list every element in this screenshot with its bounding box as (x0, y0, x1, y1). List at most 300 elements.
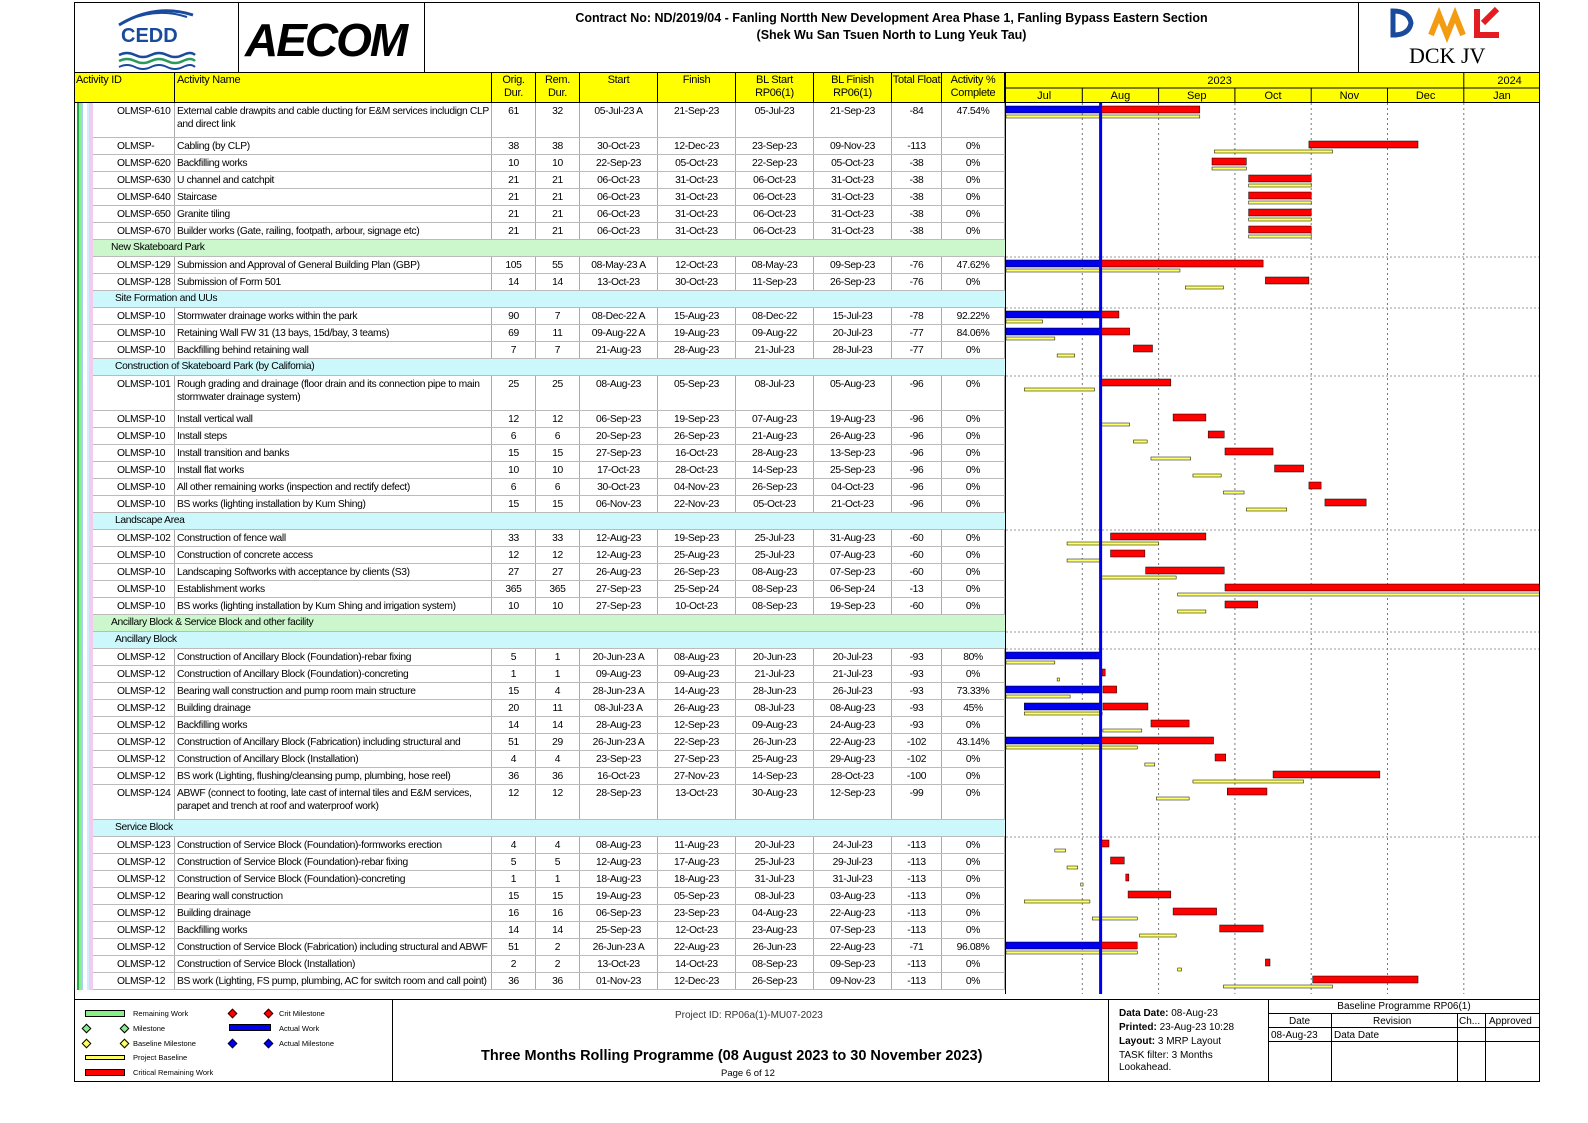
activity-row[interactable] (75, 888, 1005, 905)
activity-row[interactable] (75, 734, 1005, 751)
finish-cell: 19-Sep-23 (658, 530, 736, 546)
finish-cell: 04-Nov-23 (658, 479, 736, 495)
group-header-row[interactable] (75, 513, 1005, 530)
activity-row[interactable] (75, 189, 1005, 206)
start-cell: 08-Dec-22 A (580, 308, 658, 324)
baseline-bar (1156, 797, 1189, 800)
col-rem-dur[interactable]: Rem. Dur. (536, 73, 580, 103)
finish-cell: 26-Sep-23 (658, 428, 736, 444)
pct-complete-cell: 0% (942, 547, 1005, 563)
activity-row[interactable] (75, 956, 1005, 973)
orig-dur-cell: 10 (492, 155, 536, 171)
pct-complete-cell: 0% (942, 342, 1005, 358)
bl-finish-cell: 09-Sep-23 (814, 257, 892, 273)
activity-row[interactable] (75, 785, 1005, 820)
baseline-bar (1101, 576, 1177, 579)
finish-cell: 05-Sep-23 (658, 376, 736, 410)
baseline-bar (1140, 934, 1177, 937)
critical-work-bar (1227, 788, 1267, 795)
orig-dur-cell: 15 (492, 888, 536, 904)
bl-finish-cell: 29-Jul-23 (814, 854, 892, 870)
orig-dur-cell: 27 (492, 564, 536, 580)
start-cell: 27-Sep-23 (580, 445, 658, 461)
finish-cell: 16-Oct-23 (658, 445, 736, 461)
rem-dur-cell: 14 (536, 922, 580, 938)
activity-row[interactable] (75, 206, 1005, 223)
dck-emblem-icon (1359, 3, 1539, 43)
orig-dur-cell: 21 (492, 206, 536, 222)
finish-cell: 19-Aug-23 (658, 325, 736, 341)
bl-finish-cell: 22-Aug-23 (814, 905, 892, 921)
group-title: Site Formation and UUs (115, 293, 218, 304)
month-label: Aug (1110, 90, 1131, 102)
critical-work-bar (1173, 414, 1206, 421)
remaining-work-swatch (85, 1010, 125, 1017)
programme-info (393, 1000, 1109, 1082)
orig-dur-cell: 38 (492, 138, 536, 154)
rem-dur-cell: 32 (536, 103, 580, 137)
start-cell: 26-Jun-23 A (580, 939, 658, 955)
rem-dur-cell: 12 (536, 411, 580, 427)
contract-title-line1: Contract No: ND/2019/04 - Fanling Nortth New Development Area Phase 1, Fanling Bypass Eastern Section (575, 11, 1208, 25)
programme-title: Three Months Rolling Programme (08 August 2023 to 30 November 2023) (481, 1048, 983, 1064)
orig-dur-cell: 6 (492, 428, 536, 444)
start-cell: 30-Oct-23 (580, 138, 658, 154)
activity-row[interactable] (75, 342, 1005, 359)
bl-start-cell: 08-Aug-23 (736, 564, 814, 580)
start-cell: 09-Aug-23 (580, 666, 658, 682)
critical-work-bar (1101, 311, 1119, 318)
total-float-cell: -113 (892, 854, 942, 870)
activity-row[interactable] (75, 376, 1005, 411)
activity-id-cell: OLMSP-124 (93, 785, 175, 819)
baseline-bar (1246, 508, 1286, 511)
bl-finish-cell: 07-Sep-23 (814, 564, 892, 580)
critical-work-bar (1313, 976, 1418, 983)
activity-row[interactable] (75, 649, 1005, 666)
group-title: Construction of Skateboard Park (by California) (115, 361, 315, 372)
legend-critical-remaining-work: Critical Remaining Work (133, 1068, 214, 1077)
group-header-row[interactable] (75, 240, 1005, 257)
pct-complete-cell: 0% (942, 428, 1005, 444)
orig-dur-cell: 4 (492, 837, 536, 853)
group-header-row[interactable] (75, 632, 1005, 649)
start-cell: 26-Aug-23 (580, 564, 658, 580)
bl-finish-cell: 06-Sep-24 (814, 581, 892, 597)
bl-finish-cell: 21-Sep-23 (814, 103, 892, 137)
baseline-bar (1067, 542, 1159, 545)
activity-row[interactable] (75, 223, 1005, 240)
start-cell: 18-Aug-23 (580, 871, 658, 887)
activity-name-cell: Retaining Wall FW 31 (13 bays, 15d/bay, 3 teams) (175, 325, 492, 341)
finish-cell: 22-Aug-23 (658, 939, 736, 955)
orig-dur-cell: 10 (492, 462, 536, 478)
baseline-bar (1024, 900, 1090, 903)
rem-dur-cell: 7 (536, 308, 580, 324)
activity-row[interactable] (75, 547, 1005, 564)
activity-name-cell: Bearing wall construction (175, 888, 492, 904)
activity-row[interactable] (75, 103, 1005, 138)
total-float-cell: -113 (892, 871, 942, 887)
activity-id-cell: OLMSP-610 (93, 103, 175, 137)
activity-name-cell: Builder works (Gate, railing, footpath, arbour, signage etc) (175, 223, 492, 239)
start-cell: 19-Aug-23 (580, 888, 658, 904)
col-activity-id[interactable]: Activity ID (75, 73, 175, 103)
orig-dur-cell: 36 (492, 973, 536, 989)
finish-cell: 27-Nov-23 (658, 768, 736, 784)
bl-finish-cell: 21-Jul-23 (814, 666, 892, 682)
bl-finish-cell: 03-Aug-23 (814, 888, 892, 904)
activity-row[interactable] (75, 683, 1005, 700)
legend-milestone: Milestone (133, 1024, 166, 1033)
col-bl-finish[interactable]: BL Finish RP06(1) (814, 73, 892, 103)
bl-start-cell: 08-Jul-23 (736, 700, 814, 716)
bl-start-cell: 26-Sep-23 (736, 479, 814, 495)
activity-row[interactable] (75, 479, 1005, 496)
rem-dur-cell: 1 (536, 649, 580, 665)
activity-id-cell: OLMSP-12 (93, 666, 175, 682)
bl-start-cell: 28-Jun-23 (736, 683, 814, 699)
activity-row[interactable] (75, 922, 1005, 939)
activity-row[interactable] (75, 581, 1005, 598)
critical-work-bar (1126, 874, 1129, 881)
start-cell: 05-Jul-23 A (580, 103, 658, 137)
bl-start-cell: 08-Jul-23 (736, 376, 814, 410)
activity-row[interactable] (75, 172, 1005, 189)
activity-name-cell: Establishment works (175, 581, 492, 597)
orig-dur-cell: 10 (492, 598, 536, 614)
month-label: Jul (1037, 90, 1052, 102)
activity-id-cell: OLMSP-650 (93, 206, 175, 222)
baseline-bar (1249, 235, 1312, 238)
total-float-cell: -38 (892, 189, 942, 205)
pct-complete-cell: 84.06% (942, 325, 1005, 341)
baseline-bar (1178, 968, 1182, 971)
activity-row[interactable] (75, 155, 1005, 172)
rem-dur-cell: 14 (536, 717, 580, 733)
pct-complete-cell: 0% (942, 751, 1005, 767)
start-cell: 26-Jun-23 A (580, 734, 658, 750)
activity-row[interactable] (75, 496, 1005, 513)
print-info (1109, 1000, 1269, 1082)
critical-work-bar (1102, 669, 1105, 676)
bl-finish-cell: 24-Jul-23 (814, 837, 892, 853)
activity-id-cell: OLMSP-12 (93, 905, 175, 921)
critical-work-bar (1151, 720, 1189, 727)
actual-work-bar (1006, 942, 1101, 949)
group-title: Landscape Area (115, 515, 185, 526)
activity-id-cell: OLMSP-10 (93, 547, 175, 563)
bl-finish-cell: 24-Aug-23 (814, 717, 892, 733)
activity-row[interactable] (75, 854, 1005, 871)
activity-row[interactable] (75, 666, 1005, 683)
rem-dur-cell: 6 (536, 479, 580, 495)
activity-row[interactable] (75, 598, 1005, 615)
critical-work-bar (1265, 959, 1270, 966)
activity-row[interactable] (75, 871, 1005, 888)
page-frame (74, 2, 1540, 1082)
group-title: Service Block (115, 822, 173, 833)
orig-dur-cell: 36 (492, 768, 536, 784)
bl-start-cell: 20-Jul-23 (736, 837, 814, 853)
activity-row[interactable] (75, 428, 1005, 445)
bl-finish-cell: 28-Jul-23 (814, 342, 892, 358)
finish-cell: 09-Aug-23 (658, 666, 736, 682)
orig-dur-cell: 2 (492, 956, 536, 972)
actual-work-bar (1006, 686, 1101, 693)
activity-row[interactable] (75, 717, 1005, 734)
finish-cell: 30-Oct-23 (658, 274, 736, 290)
month-label: Jan (1493, 90, 1511, 102)
pct-complete-cell: 0% (942, 785, 1005, 819)
group-header-row[interactable] (75, 359, 1005, 376)
group-header-row[interactable] (75, 615, 1005, 632)
bl-finish-cell: 12-Sep-23 (814, 785, 892, 819)
pct-complete-cell: 47.62% (942, 257, 1005, 273)
rem-dur-cell: 10 (536, 155, 580, 171)
total-float-cell: -60 (892, 547, 942, 563)
bl-start-cell: 26-Jun-23 (736, 734, 814, 750)
bl-start-cell: 08-Jul-23 (736, 888, 814, 904)
finish-cell: 31-Oct-23 (658, 223, 736, 239)
start-cell: 06-Sep-23 (580, 905, 658, 921)
bl-start-cell: 11-Sep-23 (736, 274, 814, 290)
total-float-cell: -38 (892, 172, 942, 188)
activity-row[interactable] (75, 973, 1005, 990)
critical-work-bar (1101, 942, 1138, 949)
total-float-cell: -93 (892, 717, 942, 733)
rem-dur-cell: 4 (536, 683, 580, 699)
activity-name-cell: Construction of Service Block (Foundation)-formworks erection (175, 837, 492, 853)
bl-start-cell: 06-Oct-23 (736, 223, 814, 239)
activity-name-cell: All other remaining works (inspection and rectify defect) (175, 479, 492, 495)
rem-dur-cell: 10 (536, 462, 580, 478)
orig-dur-cell: 6 (492, 479, 536, 495)
activity-id-cell: OLMSP-10 (93, 496, 175, 512)
finish-cell: 22-Sep-23 (658, 734, 736, 750)
bl-start-cell: 21-Jul-23 (736, 342, 814, 358)
bl-start-cell: 22-Sep-23 (736, 155, 814, 171)
critical-work-bar (1101, 260, 1264, 267)
pct-complete-cell: 0% (942, 888, 1005, 904)
activity-name-cell: Construction of Ancillary Block (Installation) (175, 751, 492, 767)
group-header-row[interactable] (75, 820, 1005, 837)
finish-cell: 12-Oct-23 (658, 257, 736, 273)
bl-finish-cell: 28-Oct-23 (814, 768, 892, 784)
column-header-row (75, 73, 1005, 103)
activity-row[interactable] (75, 138, 1005, 155)
bl-finish-cell: 31-Oct-23 (814, 206, 892, 222)
finish-cell: 23-Sep-23 (658, 905, 736, 921)
milestone-icon (82, 1024, 92, 1034)
group-header-row[interactable] (75, 291, 1005, 308)
activity-row[interactable] (75, 308, 1005, 325)
activity-row[interactable] (75, 462, 1005, 479)
finish-cell: 17-Aug-23 (658, 854, 736, 870)
rem-dur-cell: 2 (536, 939, 580, 955)
baseline-bar (1024, 388, 1094, 391)
finish-cell: 14-Oct-23 (658, 956, 736, 972)
col-start[interactable]: Start (580, 73, 658, 103)
bl-finish-cell: 22-Aug-23 (814, 734, 892, 750)
rev-revision-header: Revision (1373, 1016, 1412, 1027)
critical-work-bar (1249, 226, 1312, 233)
bl-finish-cell: 07-Sep-23 (814, 922, 892, 938)
bl-finish-cell: 26-Aug-23 (814, 428, 892, 444)
year-label: 2023 (1207, 75, 1232, 87)
pct-complete-cell: 73.33% (942, 683, 1005, 699)
activity-row[interactable] (75, 325, 1005, 342)
col-pct-complete[interactable]: Activity % Complete (942, 73, 1005, 103)
bl-start-cell: 25-Jul-23 (736, 547, 814, 563)
activity-name-cell: Construction of Ancillary Block (Foundation)-rebar fixing (175, 649, 492, 665)
activity-row[interactable] (75, 445, 1005, 462)
finish-cell: 22-Nov-23 (658, 496, 736, 512)
cedd-logo-text: CEDD (121, 25, 178, 47)
orig-dur-cell: 16 (492, 905, 536, 921)
start-cell: 28-Jun-23 A (580, 683, 658, 699)
activity-row[interactable] (75, 257, 1005, 274)
start-cell: 06-Oct-23 (580, 189, 658, 205)
activity-row[interactable] (75, 837, 1005, 854)
activity-id-cell: OLMSP-10 (93, 325, 175, 341)
activity-row[interactable] (75, 530, 1005, 547)
critical-work-bar (1101, 737, 1214, 744)
bl-finish-cell: 19-Aug-23 (814, 411, 892, 427)
pct-complete-cell: 0% (942, 871, 1005, 887)
finish-cell: 05-Oct-23 (658, 155, 736, 171)
activity-id-cell: OLMSP-12 (93, 973, 175, 989)
baseline-bar (1006, 951, 1137, 954)
baseline-bar (1133, 440, 1147, 443)
activity-id-cell: OLMSP-10 (93, 462, 175, 478)
activity-row[interactable] (75, 700, 1005, 717)
rem-dur-cell: 11 (536, 700, 580, 716)
baseline-bar (1178, 610, 1206, 613)
orig-dur-cell: 15 (492, 496, 536, 512)
finish-cell: 19-Sep-23 (658, 411, 736, 427)
rem-dur-cell: 33 (536, 530, 580, 546)
contract-title-line2: (Shek Wu San Tsuen North to Lung Yeuk Tau) (756, 28, 1027, 42)
total-float-cell: -76 (892, 274, 942, 290)
col-bl-start[interactable]: BL Start RP06(1) (736, 73, 814, 103)
bl-start-cell: 14-Sep-23 (736, 462, 814, 478)
pct-complete-cell: 0% (942, 274, 1005, 290)
baseline-bar (1006, 746, 1137, 749)
baseline-bar (1006, 320, 1043, 323)
baseline-bar (1249, 201, 1312, 204)
orig-dur-cell: 61 (492, 103, 536, 137)
pct-complete-cell: 0% (942, 564, 1005, 580)
baseline-bar (1145, 763, 1155, 766)
total-float-cell: -77 (892, 325, 942, 341)
col-finish[interactable]: Finish (658, 73, 736, 103)
printed-label: Printed: (1119, 1022, 1157, 1033)
baseline-bar (1081, 883, 1083, 886)
baseline-bar (1249, 218, 1312, 221)
total-float-cell: -38 (892, 223, 942, 239)
crit-milestone-icon (228, 1009, 238, 1019)
critical-work-bar (1249, 192, 1312, 199)
activity-id-cell: OLMSP-10 (93, 342, 175, 358)
activity-row[interactable] (75, 751, 1005, 768)
start-cell: 25-Sep-23 (580, 922, 658, 938)
finish-cell: 08-Aug-23 (658, 649, 736, 665)
pct-complete-cell: 0% (942, 462, 1005, 478)
activity-row[interactable] (75, 564, 1005, 581)
orig-dur-cell: 25 (492, 376, 536, 410)
baseline-bar (1100, 423, 1130, 426)
finish-cell: 26-Aug-23 (658, 700, 736, 716)
rem-dur-cell: 2 (536, 956, 580, 972)
bl-finish-cell: 09-Sep-23 (814, 956, 892, 972)
baseline-bar (1057, 354, 1075, 357)
activity-row[interactable] (75, 905, 1005, 922)
finish-cell: 05-Sep-23 (658, 888, 736, 904)
bl-start-cell: 06-Oct-23 (736, 172, 814, 188)
finish-cell: 25-Sep-24 (658, 581, 736, 597)
bl-start-cell: 14-Sep-23 (736, 768, 814, 784)
bl-start-cell: 06-Oct-23 (736, 189, 814, 205)
activity-name-cell: Install vertical wall (175, 411, 492, 427)
activity-row[interactable] (75, 274, 1005, 291)
start-cell: 21-Aug-23 (580, 342, 658, 358)
actual-work-bar (1006, 652, 1101, 659)
total-float-cell: -102 (892, 751, 942, 767)
activity-row[interactable] (75, 768, 1005, 785)
activity-row[interactable] (75, 939, 1005, 956)
rem-dur-cell: 38 (536, 138, 580, 154)
activity-id-cell: OLMSP-12 (93, 700, 175, 716)
group-title: New Skateboard Park (111, 242, 205, 253)
col-total-float[interactable]: Total Float (892, 73, 942, 103)
orig-dur-cell: 15 (492, 683, 536, 699)
bl-start-cell: 07-Aug-23 (736, 411, 814, 427)
critical-work-bar (1111, 550, 1145, 557)
critical-work-bar (1208, 431, 1224, 438)
month-label: Sep (1186, 90, 1207, 102)
legend (75, 1000, 393, 1082)
critical-work-bar (1111, 857, 1125, 864)
activity-name-cell: Construction of Ancillary Block (Foundation)-concreting (175, 666, 492, 682)
col-orig-dur[interactable]: Orig. Dur. (492, 73, 536, 103)
critical-work-bar (1309, 141, 1418, 148)
start-cell: 06-Nov-23 (580, 496, 658, 512)
activity-row[interactable] (75, 411, 1005, 428)
bl-start-cell: 25-Jul-23 (736, 530, 814, 546)
pct-complete-cell: 0% (942, 206, 1005, 222)
finish-cell: 21-Sep-23 (658, 103, 736, 137)
pct-complete-cell: 0% (942, 973, 1005, 989)
baseline-bar (1024, 712, 1102, 715)
rem-dur-cell: 365 (536, 581, 580, 597)
total-float-cell: -93 (892, 700, 942, 716)
activity-name-cell: Building drainage (175, 905, 492, 921)
rev-checked-header: Ch... (1459, 1016, 1481, 1027)
bl-finish-cell: 04-Oct-23 (814, 479, 892, 495)
activity-id-cell: OLMSP-670 (93, 223, 175, 239)
critical-work-bar (1128, 891, 1171, 898)
orig-dur-cell: 21 (492, 189, 536, 205)
finish-cell: 12-Dec-23 (658, 138, 736, 154)
orig-dur-cell: 21 (492, 223, 536, 239)
start-cell: 08-Aug-23 (580, 376, 658, 410)
activity-id-cell: OLMSP-10 (93, 411, 175, 427)
activity-name-cell: Backfilling works (175, 922, 492, 938)
aecom-logo (239, 3, 425, 73)
col-activity-name[interactable]: Activity Name (175, 73, 492, 103)
activity-name-cell: Construction of Ancillary Block (Fabrication) including structural and (175, 734, 492, 750)
